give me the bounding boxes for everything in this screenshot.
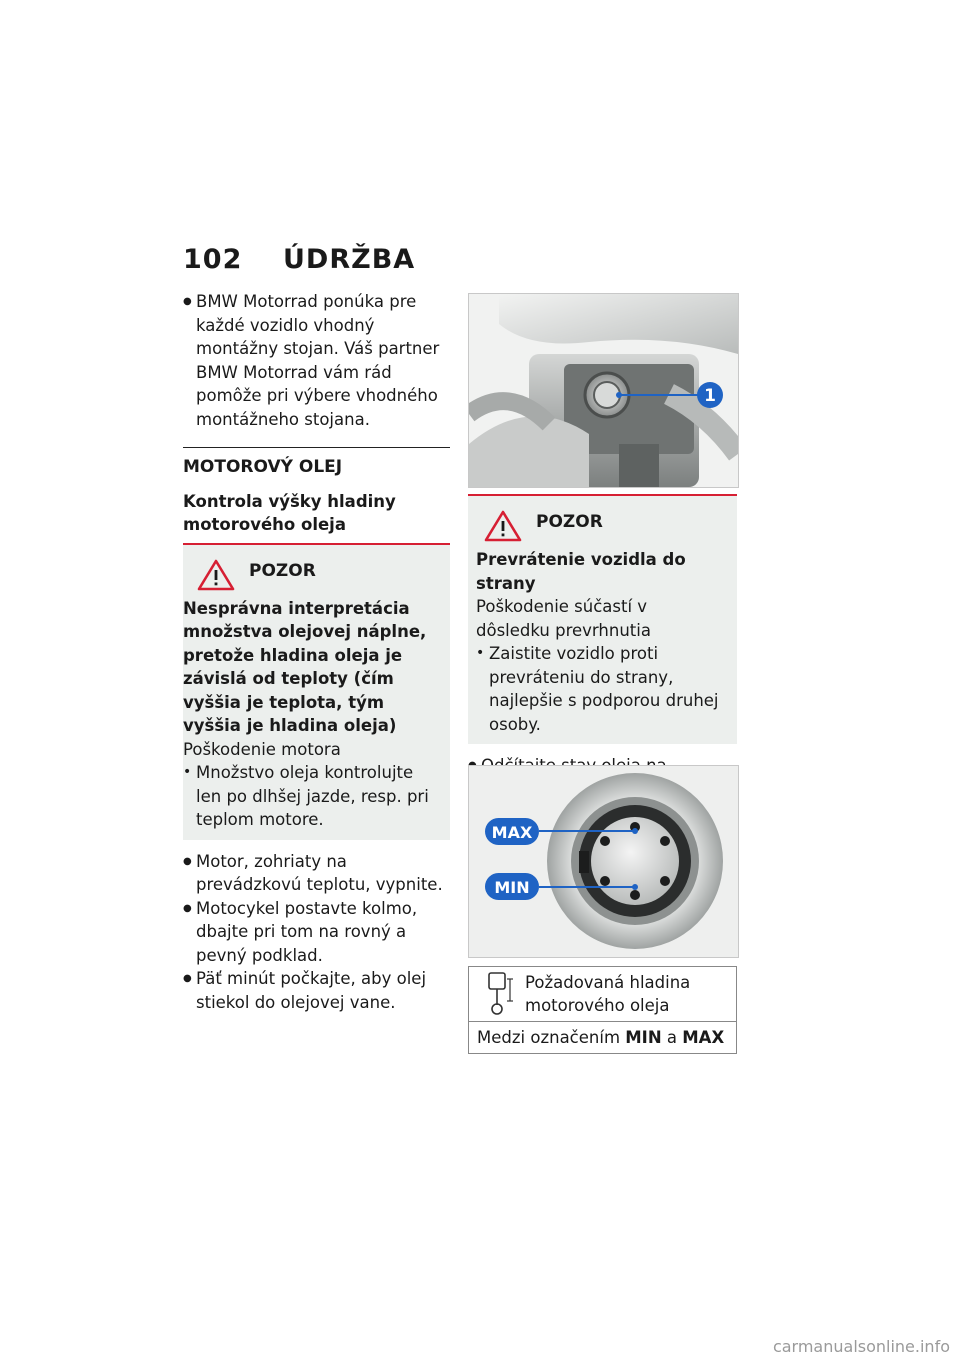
engine-illustration: [469, 294, 738, 487]
oil-level-gauge-icon: [481, 971, 515, 1017]
spec-value: Medzi označením MIN a MAX: [477, 1028, 725, 1047]
subsection-title: Kontrola výšky hladiny motorového oleja: [183, 491, 396, 534]
page-number: 102: [183, 244, 243, 275]
step-item: ● Päť minút počkajte, aby olej stiekol do olejovej vane.: [183, 967, 450, 1014]
photo-callout-1: 1: [704, 386, 716, 406]
warning-box: [183, 545, 450, 840]
section-rule: [183, 447, 450, 448]
right-column: [468, 494, 737, 801]
spec-label: Požadovaná hladina motorového oleja: [525, 973, 691, 1015]
engine-photo: [468, 293, 739, 488]
chapter-title: ÚDRŽBA: [283, 244, 416, 275]
max-mark-label: MAX: [491, 823, 533, 842]
warning-consequence: Poškodenie motora: [183, 739, 341, 759]
watermark: carmanualsonline.info: [772, 1337, 950, 1356]
spec-max: MAX: [682, 1028, 725, 1047]
warning-box: [468, 496, 737, 744]
min-mark-label: MIN: [494, 878, 530, 897]
warning-action: • Množstvo oleja kontrolujte len po dlhšej jazde, resp. pri teplom motore.: [183, 761, 442, 832]
page-header: [183, 244, 415, 275]
oil-sight-glass-photo: [468, 765, 739, 958]
spec-min: MIN: [625, 1028, 662, 1047]
warning-title: Nesprávna interpretácia množstva olejovej náplne, pretože hladina oleja je závislá od teploty (čím vyššia je teplota, tým vyššia je hladina oleja): [183, 598, 427, 735]
warning-title: Prevrátenie vozidla do strany: [476, 550, 686, 593]
step-item: ● Motocykel postavte kolmo, dbajte pri tom na rovný a pevný podklad.: [183, 897, 450, 968]
step-item: ● Motor, zohriaty na prevádzkovú teplotu, vypnite.: [183, 850, 450, 897]
intro-bullet: ● BMW Motorrad ponúka pre každé vozidlo vhodný montážny stojan. Váš partner BMW Motorrad vám rád pomôže pri výbere vhodného montážneho stojana.: [183, 290, 450, 431]
sight-glass-illustration: [469, 766, 738, 957]
warning-triangle-icon: [484, 510, 522, 542]
warning-action: • Zaistite vozidlo proti prevráteniu do strany, najlepšie s podporou druhej osoby.: [476, 642, 727, 736]
warning-triangle-icon: [197, 559, 235, 591]
warning-label: POZOR: [249, 560, 316, 581]
warning-consequence: Poškodenie súčastí v dôsledku prevrhnutia: [476, 597, 651, 640]
left-column: [183, 290, 450, 1014]
section-title: MOTOROVÝ OLEJ: [183, 457, 343, 477]
warning-label: POZOR: [536, 512, 603, 533]
spec-table: [468, 966, 737, 1054]
